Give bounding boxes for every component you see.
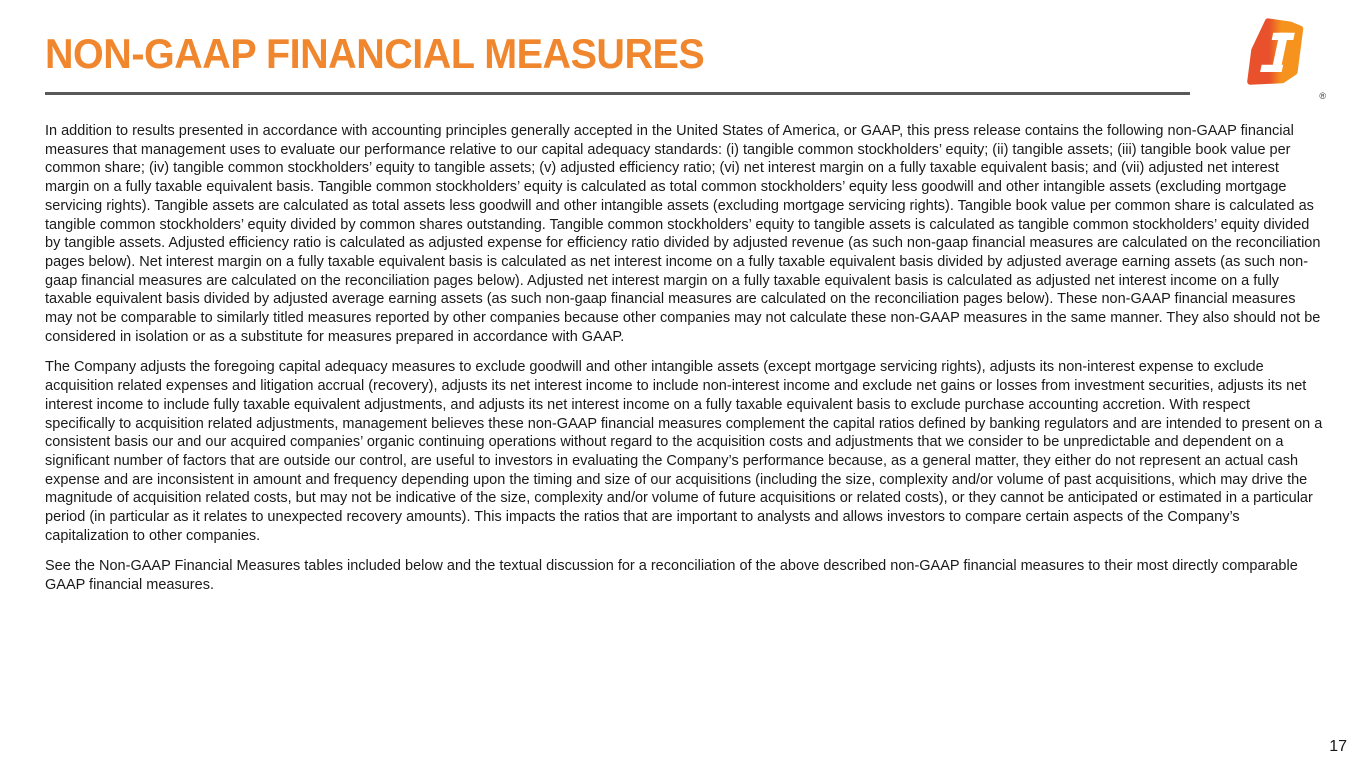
paragraph-3: See the Non-GAAP Financial Measures tables included below and the textual discussion for a reconciliation of the above described non-GAAP financial measures to their most directly comparable GAAP financial measures.	[45, 558, 1298, 594]
company-one-logo-icon	[1240, 13, 1320, 99]
paragraph-2: The Company adjusts the foregoing capital adequacy measures to exclude goodwill and other intangible assets (except mortgage servicing rights), adjusts its non-interest expense to exclude acquisition related expenses and litigation accrual (recovery), adjusts its net interest income to include non-interest income and exclude net gains or losses from investment securities, adjusts its net interest income to include fully taxable equivalent adjustments, and adjusts its net interest income on a fully taxable equivalent basis to exclude purchase accounting accretion. With respect specifically to acquisition related adjustments, management believes these non-GAAP financial measures complement the capital ratios defined by banking regulators and are intended to present on a consistent basis our and our acquired companies’ organic continuing operations without regard to the acquisition costs and adjustments that we consider to be unpredictable and dependent on a significant number of factors that are outside our control, are useful to investors in evaluating the Company’s performance because, as a general matter, they either do not represent an actual cash expense and are inconsistent in amount and frequency depending upon the timing and size of our acquisitions (including the size, complexity and/or volume of past acquisitions, which may drive the magnitude of acquisition related costs, but may not be indicative of the size, complexity and/or volume of future acquisitions or related costs), or they cannot be anticipated or estimated in a particular period (in particular as it relates to unexpected recovery amounts). This impacts the ratios that are important to analysts and allows investors to compare certain aspects of the Company’s capitalization to other companies.	[45, 359, 1323, 544]
page-title: NON-GAAP FINANCIAL MEASURES	[45, 30, 705, 77]
page-number: 17	[1329, 738, 1347, 755]
company-logo	[1240, 13, 1326, 103]
paragraph-1: In addition to results presented in accordance with accounting principles generally accepted in the United States of America, or GAAP, this press release contains the following non-GAAP financial measures that management uses to evaluate our performance relative to our capital adequacy standards: (i) tangible common stockholders’ equity; (ii) tangible assets; (iii) tangible book value per common share; (iv) tangible common stockholders’ equity to tangible assets; (v) adjusted efficiency ratio; (vi) net interest margin on a fully taxable equivalent basis; and (vii) adjusted net interest margin on a fully taxable equivalent basis. Tangible common stockholders’ equity is calculated as total common stockholders’ equity less goodwill and other intangible assets (excluding mortgage servicing rights). Tangible assets are calculated as total assets less goodwill and other intangible assets (excluding mortgage servicing rights). Tangible book value per common share is calculated as tangible common stockholders’ equity divided by common shares outstanding. Tangible common stockholders’ equity to tangible assets is calculated as tangible common stockholders’ equity divided by tangible assets. Adjusted efficiency ratio is calculated as adjusted expense for efficiency ratio divided by adjusted revenue (as such non-gaap financial measures are calculated on the reconciliation pages below). Net interest margin on a fully taxable equivalent basis is calculated as net interest income on a fully taxable equivalent basis divided by adjusted average earning assets (as such non-gaap financial measures are calculated on the reconciliation pages below). Adjusted net interest margin on a fully taxable equivalent basis is calculated as adjusted net interest income on a fully taxable equivalent basis divided by adjusted average earning assets (as such non-gaap financial measures are calculated on the reconciliation pages below). These non-GAAP financial measures may not be comparable to similarly titled measures reported by other companies because other companies may not calculate these non-GAAP measures in the same manner. They also should not be considered in isolation or as a substitute for measures prepared in accordance with GAAP.	[45, 123, 1321, 345]
registered-trademark-symbol: ®	[1319, 91, 1326, 101]
title-underline	[45, 92, 1190, 95]
body-text-block	[45, 122, 1323, 607]
